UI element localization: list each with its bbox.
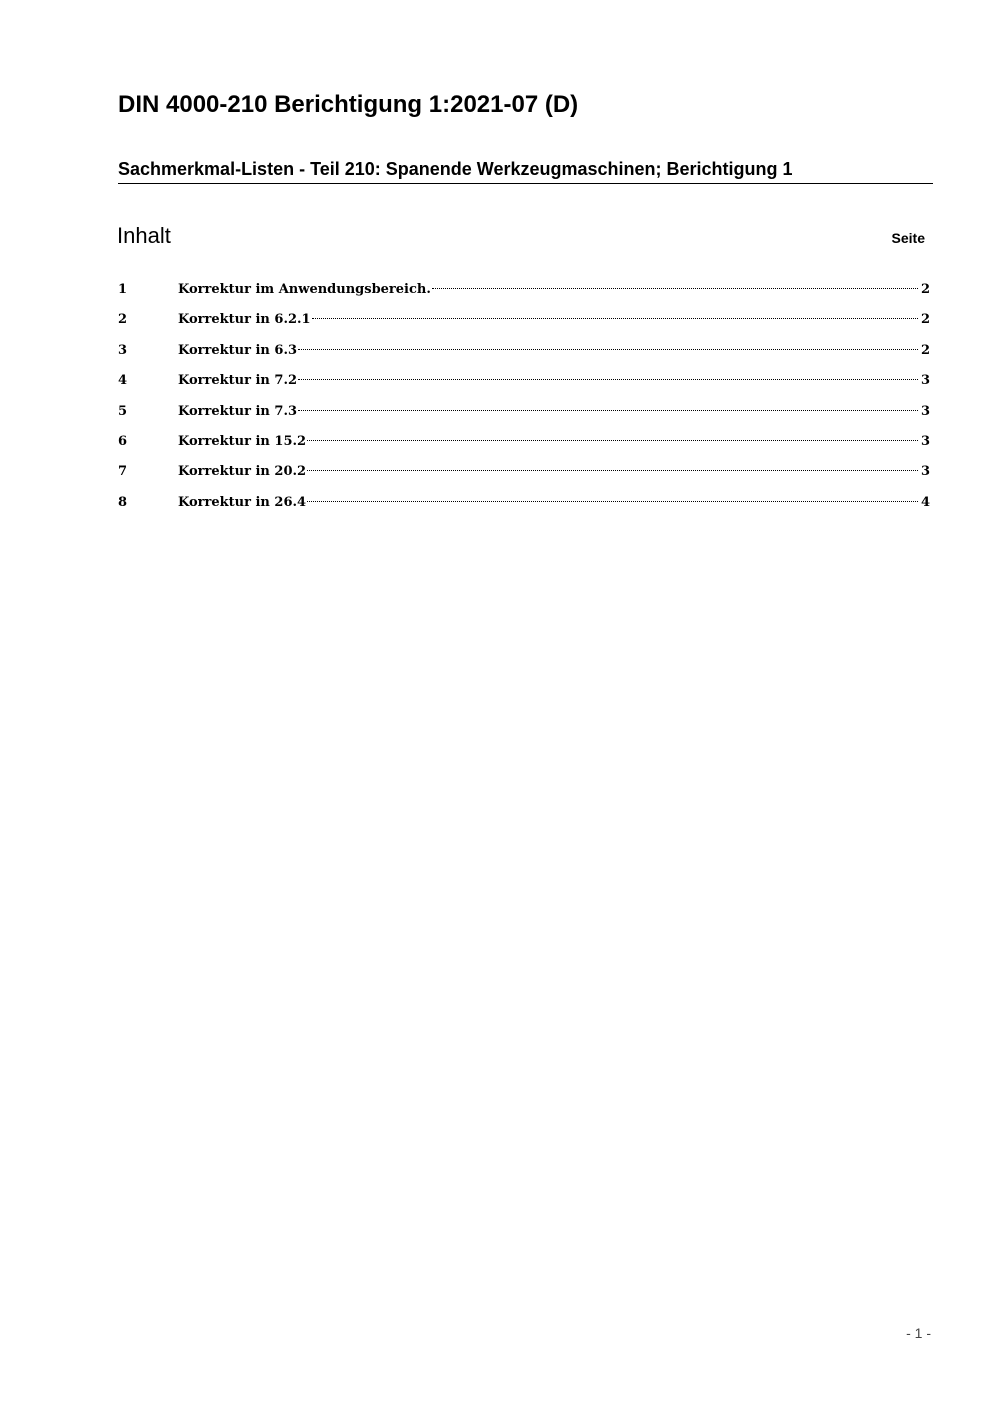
toc-dot-leader [298, 379, 918, 380]
toc-entry-page[interactable]: 3 [920, 464, 930, 480]
toc-entry-number: 6 [118, 433, 128, 449]
toc-entry[interactable] [118, 278, 930, 308]
toc-entry-number: 4 [118, 373, 128, 389]
toc-entry-page[interactable]: 2 [920, 282, 930, 297]
page-number: - 1 - [906, 1325, 931, 1341]
toc-entry-number: 5 [118, 403, 128, 419]
toc-entry-title[interactable]: Korrektur in 7.3 [178, 403, 298, 419]
toc-dot-leader [432, 288, 918, 289]
toc-entry-number: 3 [118, 342, 128, 358]
toc-entry-title[interactable]: Korrektur in 26.4 [178, 494, 307, 510]
toc-dot-leader [312, 318, 918, 319]
toc-entry-page[interactable]: 3 [920, 373, 930, 389]
toc-entry-title[interactable]: Korrektur in 15.2 [178, 433, 307, 449]
toc-entry-page[interactable]: 3 [920, 403, 930, 419]
toc-entry-number: 1 [118, 282, 128, 297]
table-of-contents [118, 278, 930, 521]
toc-entry[interactable] [118, 491, 930, 521]
toc-entry-number: 2 [118, 312, 128, 328]
toc-entry[interactable] [118, 460, 930, 490]
toc-entry[interactable] [118, 339, 930, 369]
toc-entry[interactable] [118, 430, 930, 460]
toc-entry[interactable] [118, 308, 930, 338]
toc-entry-title[interactable]: Korrektur in 6.2.1 [178, 312, 311, 328]
toc-entry-page[interactable]: 2 [920, 342, 930, 358]
document-title: DIN 4000-210 Berichtigung 1:2021-07 (D) [118, 91, 579, 118]
toc-entry[interactable] [118, 369, 930, 399]
toc-entry-title[interactable]: Korrektur in 7.2 [178, 373, 298, 389]
toc-entry-number: 7 [118, 464, 128, 480]
toc-entry-page[interactable]: 3 [920, 433, 930, 449]
toc-entry-title[interactable]: Korrektur in 20.2 [178, 464, 307, 480]
toc-heading: Inhalt [117, 223, 171, 248]
toc-entry[interactable] [118, 400, 930, 430]
document-subtitle: Sachmerkmal-Listen - Teil 210: Spanende Werkzeugmaschinen; Berichtigung 1 [118, 157, 933, 184]
toc-dot-leader [307, 501, 918, 502]
toc-dot-leader [307, 470, 918, 471]
toc-page-column-label: Seite [891, 230, 925, 246]
toc-entry-title[interactable]: Korrektur in 6.3 [178, 342, 298, 358]
toc-entry-page[interactable]: 2 [920, 312, 930, 328]
toc-entry-number: 8 [118, 494, 128, 510]
toc-entry-title[interactable]: Korrektur im Anwendungsbereich. [178, 282, 431, 297]
toc-entry-page[interactable]: 4 [920, 494, 930, 510]
toc-dot-leader [298, 410, 918, 411]
toc-dot-leader [307, 440, 918, 441]
toc-dot-leader [298, 349, 918, 350]
